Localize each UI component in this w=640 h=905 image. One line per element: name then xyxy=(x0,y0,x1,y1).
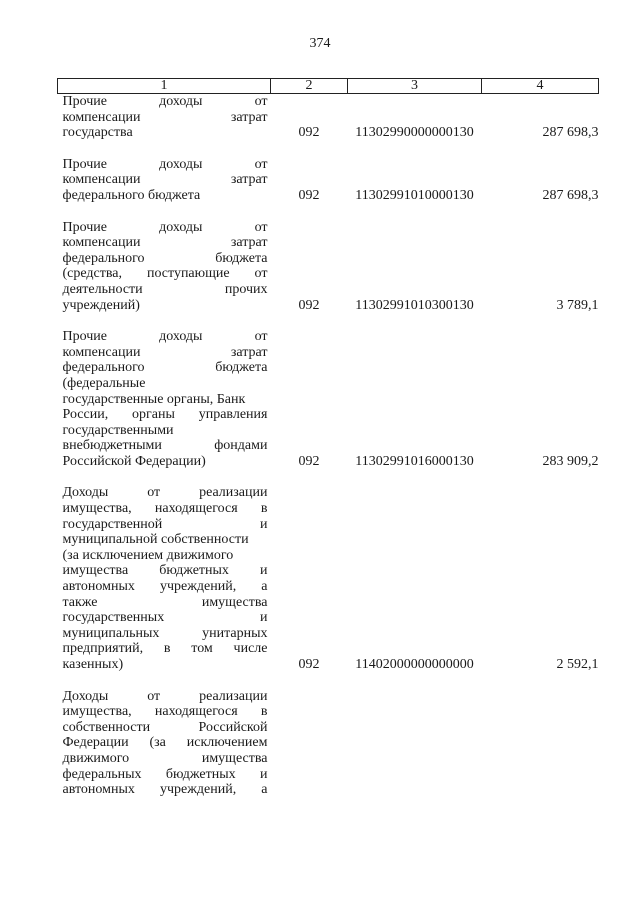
revenue-name-line xyxy=(63,501,268,517)
revenue-name-line xyxy=(63,110,268,126)
revenue-name-word: компенсации xyxy=(62,344,141,360)
revenue-name-word: имущества xyxy=(62,563,129,579)
revenue-name-word: находящегося xyxy=(154,704,238,720)
admin-code-cell: 092 xyxy=(298,453,320,469)
revenue-name-line xyxy=(63,251,268,267)
revenue-name-word: муниципальной собственности xyxy=(62,532,249,548)
revenue-name-word: унитарных xyxy=(202,625,268,641)
revenue-name-line xyxy=(63,157,268,173)
revenue-name-word: имущества, xyxy=(62,501,132,517)
revenue-name-line xyxy=(63,751,268,767)
revenue-name-line xyxy=(63,172,268,188)
revenue-name-line xyxy=(63,782,268,798)
amount-cell: 287 698,3 xyxy=(542,125,599,141)
page-number: 374 xyxy=(309,36,331,51)
revenue-name-word: и xyxy=(259,563,268,579)
revenue-name-cell xyxy=(58,329,271,485)
revenue-name-line xyxy=(63,266,268,282)
revenue-name-word: государственными xyxy=(62,422,174,438)
revenue-name-word: учреждений, xyxy=(159,579,237,595)
revenue-name-word: затрат xyxy=(230,235,268,251)
revenue-name-word: учреждений) xyxy=(62,297,140,313)
revenue-name-word: государства xyxy=(62,125,133,141)
revenue-name-word: а xyxy=(261,782,268,798)
column-header-1: 1 xyxy=(58,79,271,94)
table-row xyxy=(58,157,599,220)
revenue-name-word: бюджетных xyxy=(165,766,236,782)
revenue-name-cell xyxy=(58,485,271,688)
revenue-name-word: имущества xyxy=(201,750,268,766)
revenue-name-word: и xyxy=(260,610,268,626)
table-row xyxy=(58,485,599,688)
revenue-name-cell xyxy=(58,689,271,814)
revenue-name-word: имущества, xyxy=(62,704,132,720)
revenue-name-word: доходы xyxy=(159,94,203,109)
admin-code-cell: 092 xyxy=(298,125,320,141)
revenue-name-line xyxy=(63,595,268,611)
revenue-name-word: также xyxy=(62,594,98,610)
revenue-name-cell xyxy=(58,94,271,157)
revenue-name-word: реализации xyxy=(199,688,268,704)
amount-cell: 3 789,1 xyxy=(556,297,599,313)
revenue-name-cell xyxy=(58,220,271,330)
revenue-name-word: том xyxy=(191,641,213,657)
revenue-name-word: поступающие xyxy=(146,266,230,282)
revenue-name-word: от xyxy=(254,266,268,282)
column-header-2: 2 xyxy=(271,79,348,94)
revenue-name-word: органы xyxy=(132,407,175,423)
revenue-name-word: России, xyxy=(62,407,109,423)
revenue-name-word: Российской xyxy=(198,719,268,735)
revenue-name-word: бюджета xyxy=(215,250,268,266)
revenue-name-word: Российской Федерации) xyxy=(62,453,206,469)
revenue-name-word: в xyxy=(260,704,268,720)
revenue-name-line xyxy=(63,454,268,470)
revenue-name-line xyxy=(63,423,268,439)
revenue-name-line xyxy=(63,626,268,642)
revenue-name-line xyxy=(63,407,268,423)
revenue-name-word: от xyxy=(254,94,268,109)
revenue-name-word: Доходы xyxy=(62,688,109,704)
revenue-name-word: внебюджетными xyxy=(62,438,162,454)
revenue-name-word: федерального xyxy=(62,250,145,266)
revenue-name-word: движимого xyxy=(62,750,130,766)
revenue-name-word: а xyxy=(261,579,268,595)
table-row xyxy=(58,689,599,814)
table-row xyxy=(58,220,599,330)
revenue-name-word: предприятий, xyxy=(62,641,144,657)
revenue-name-line xyxy=(63,563,268,579)
revenue-name-word: затрат xyxy=(230,344,268,360)
revenue-name-word: прочих xyxy=(224,281,268,297)
revenue-name-word: государственных xyxy=(62,610,165,626)
revenue-name-word: фондами xyxy=(214,438,268,454)
revenue-name-word: Прочие xyxy=(62,329,107,345)
revenue-name-word: компенсации xyxy=(62,109,141,125)
revenue-name-line xyxy=(63,329,268,345)
revenue-name-line xyxy=(63,641,268,657)
revenue-name-line xyxy=(63,548,268,564)
revenue-name-word: доходы xyxy=(159,156,203,172)
revenue-name-line xyxy=(63,720,268,736)
revenue-name-word: Прочие xyxy=(62,156,107,172)
revenue-name-word: казенных) xyxy=(62,657,124,672)
amount-cell: 287 698,3 xyxy=(542,187,599,203)
revenue-name-word: и xyxy=(260,516,268,532)
revenue-name-word: Федерации xyxy=(62,735,129,751)
revenue-name-word: затрат xyxy=(230,172,268,188)
revenue-name-word: собственности xyxy=(62,719,151,735)
revenue-name-line xyxy=(63,94,268,110)
revenue-name-line xyxy=(63,610,268,626)
revenue-name-line xyxy=(63,298,268,314)
revenue-name-word: от xyxy=(254,156,268,172)
revenue-name-word: государственной xyxy=(62,516,163,532)
revenue-name-word: доходы xyxy=(159,329,203,345)
admin-code-cell: 092 xyxy=(298,187,320,203)
classification-code-cell: 11302991010000130 xyxy=(355,187,474,203)
revenue-name-line xyxy=(63,392,268,408)
classification-code-cell: 11302990000000130 xyxy=(355,125,474,141)
revenue-name-line xyxy=(63,517,268,533)
classification-code-cell: 11302991010300130 xyxy=(355,297,474,313)
revenue-name-word: федерального бюджета xyxy=(62,187,201,203)
revenue-name-word: Доходы xyxy=(62,485,109,501)
revenue-name-line xyxy=(63,220,268,236)
revenue-name-line xyxy=(63,360,268,376)
column-header-4: 4 xyxy=(482,79,599,94)
revenue-name-word: автономных xyxy=(62,579,135,595)
revenue-name-word: деятельности xyxy=(62,281,143,297)
amount-cell xyxy=(482,689,599,814)
amount-cell: 2 592,1 xyxy=(556,657,599,672)
admin-code-cell: 092 xyxy=(298,297,320,313)
revenue-name-line xyxy=(63,485,268,501)
revenue-name-word: государственные органы, Банк xyxy=(62,391,246,407)
revenue-name-word: учреждений, xyxy=(159,782,237,798)
revenue-name-line xyxy=(63,657,268,673)
revenue-name-line xyxy=(63,188,268,204)
revenue-name-line xyxy=(63,345,268,361)
revenue-name-word: от xyxy=(254,219,268,235)
revenue-name-word: (за xyxy=(149,735,166,751)
revenue-name-word: муниципальных xyxy=(62,625,160,641)
revenue-name-word: (средства, xyxy=(62,266,122,282)
budget-table xyxy=(57,78,599,814)
revenue-name-word: автономных xyxy=(62,782,135,798)
revenue-name-line xyxy=(63,438,268,454)
admin-code-cell: 092 xyxy=(298,657,320,672)
revenue-name-cell xyxy=(58,157,271,220)
revenue-name-word: компенсации xyxy=(62,235,141,251)
revenue-name-word: в xyxy=(163,641,171,657)
revenue-name-word: находящегося xyxy=(154,501,238,517)
revenue-name-word: и xyxy=(259,766,268,782)
revenue-name-line xyxy=(63,689,268,705)
revenue-name-line xyxy=(63,704,268,720)
revenue-name-word: бюджета xyxy=(215,360,268,376)
revenue-name-line xyxy=(63,532,268,548)
revenue-name-line xyxy=(63,735,268,751)
revenue-name-word: Прочие xyxy=(62,94,107,109)
admin-code-cell xyxy=(271,689,348,814)
revenue-name-line xyxy=(63,282,268,298)
revenue-name-word: федерального xyxy=(62,360,145,376)
revenue-name-word: (федеральные xyxy=(62,375,146,391)
revenue-name-word: федеральных xyxy=(62,766,142,782)
revenue-name-line xyxy=(63,125,268,141)
revenue-name-word: от xyxy=(147,485,161,501)
classification-code-cell xyxy=(348,689,482,814)
revenue-name-line xyxy=(63,579,268,595)
classification-code-cell: 11302991016000130 xyxy=(355,453,474,469)
revenue-name-word: от xyxy=(254,329,268,345)
table-row xyxy=(58,329,599,485)
column-header-3: 3 xyxy=(348,79,482,94)
revenue-name-word: затрат xyxy=(230,109,268,125)
revenue-name-line xyxy=(63,235,268,251)
revenue-name-word: имущества xyxy=(201,594,268,610)
revenue-name-word: в xyxy=(260,501,268,517)
amount-cell: 283 909,2 xyxy=(542,453,599,469)
revenue-name-line xyxy=(63,767,268,783)
classification-code-cell: 11402000000000000 xyxy=(355,657,474,672)
revenue-name-word: (за исключением движимого xyxy=(62,547,234,563)
table-row xyxy=(58,94,599,157)
revenue-name-word: исключением xyxy=(186,735,268,751)
revenue-name-word: бюджетных xyxy=(159,563,229,579)
revenue-name-word: компенсации xyxy=(62,172,141,188)
revenue-name-word: управления xyxy=(198,407,268,423)
revenue-name-word: доходы xyxy=(159,219,203,235)
table-header-row xyxy=(58,79,599,94)
revenue-name-line xyxy=(63,376,268,392)
revenue-name-word: реализации xyxy=(199,485,268,501)
revenue-name-word: Прочие xyxy=(62,219,107,235)
revenue-name-word: от xyxy=(147,688,161,704)
revenue-name-word: числе xyxy=(233,641,268,657)
